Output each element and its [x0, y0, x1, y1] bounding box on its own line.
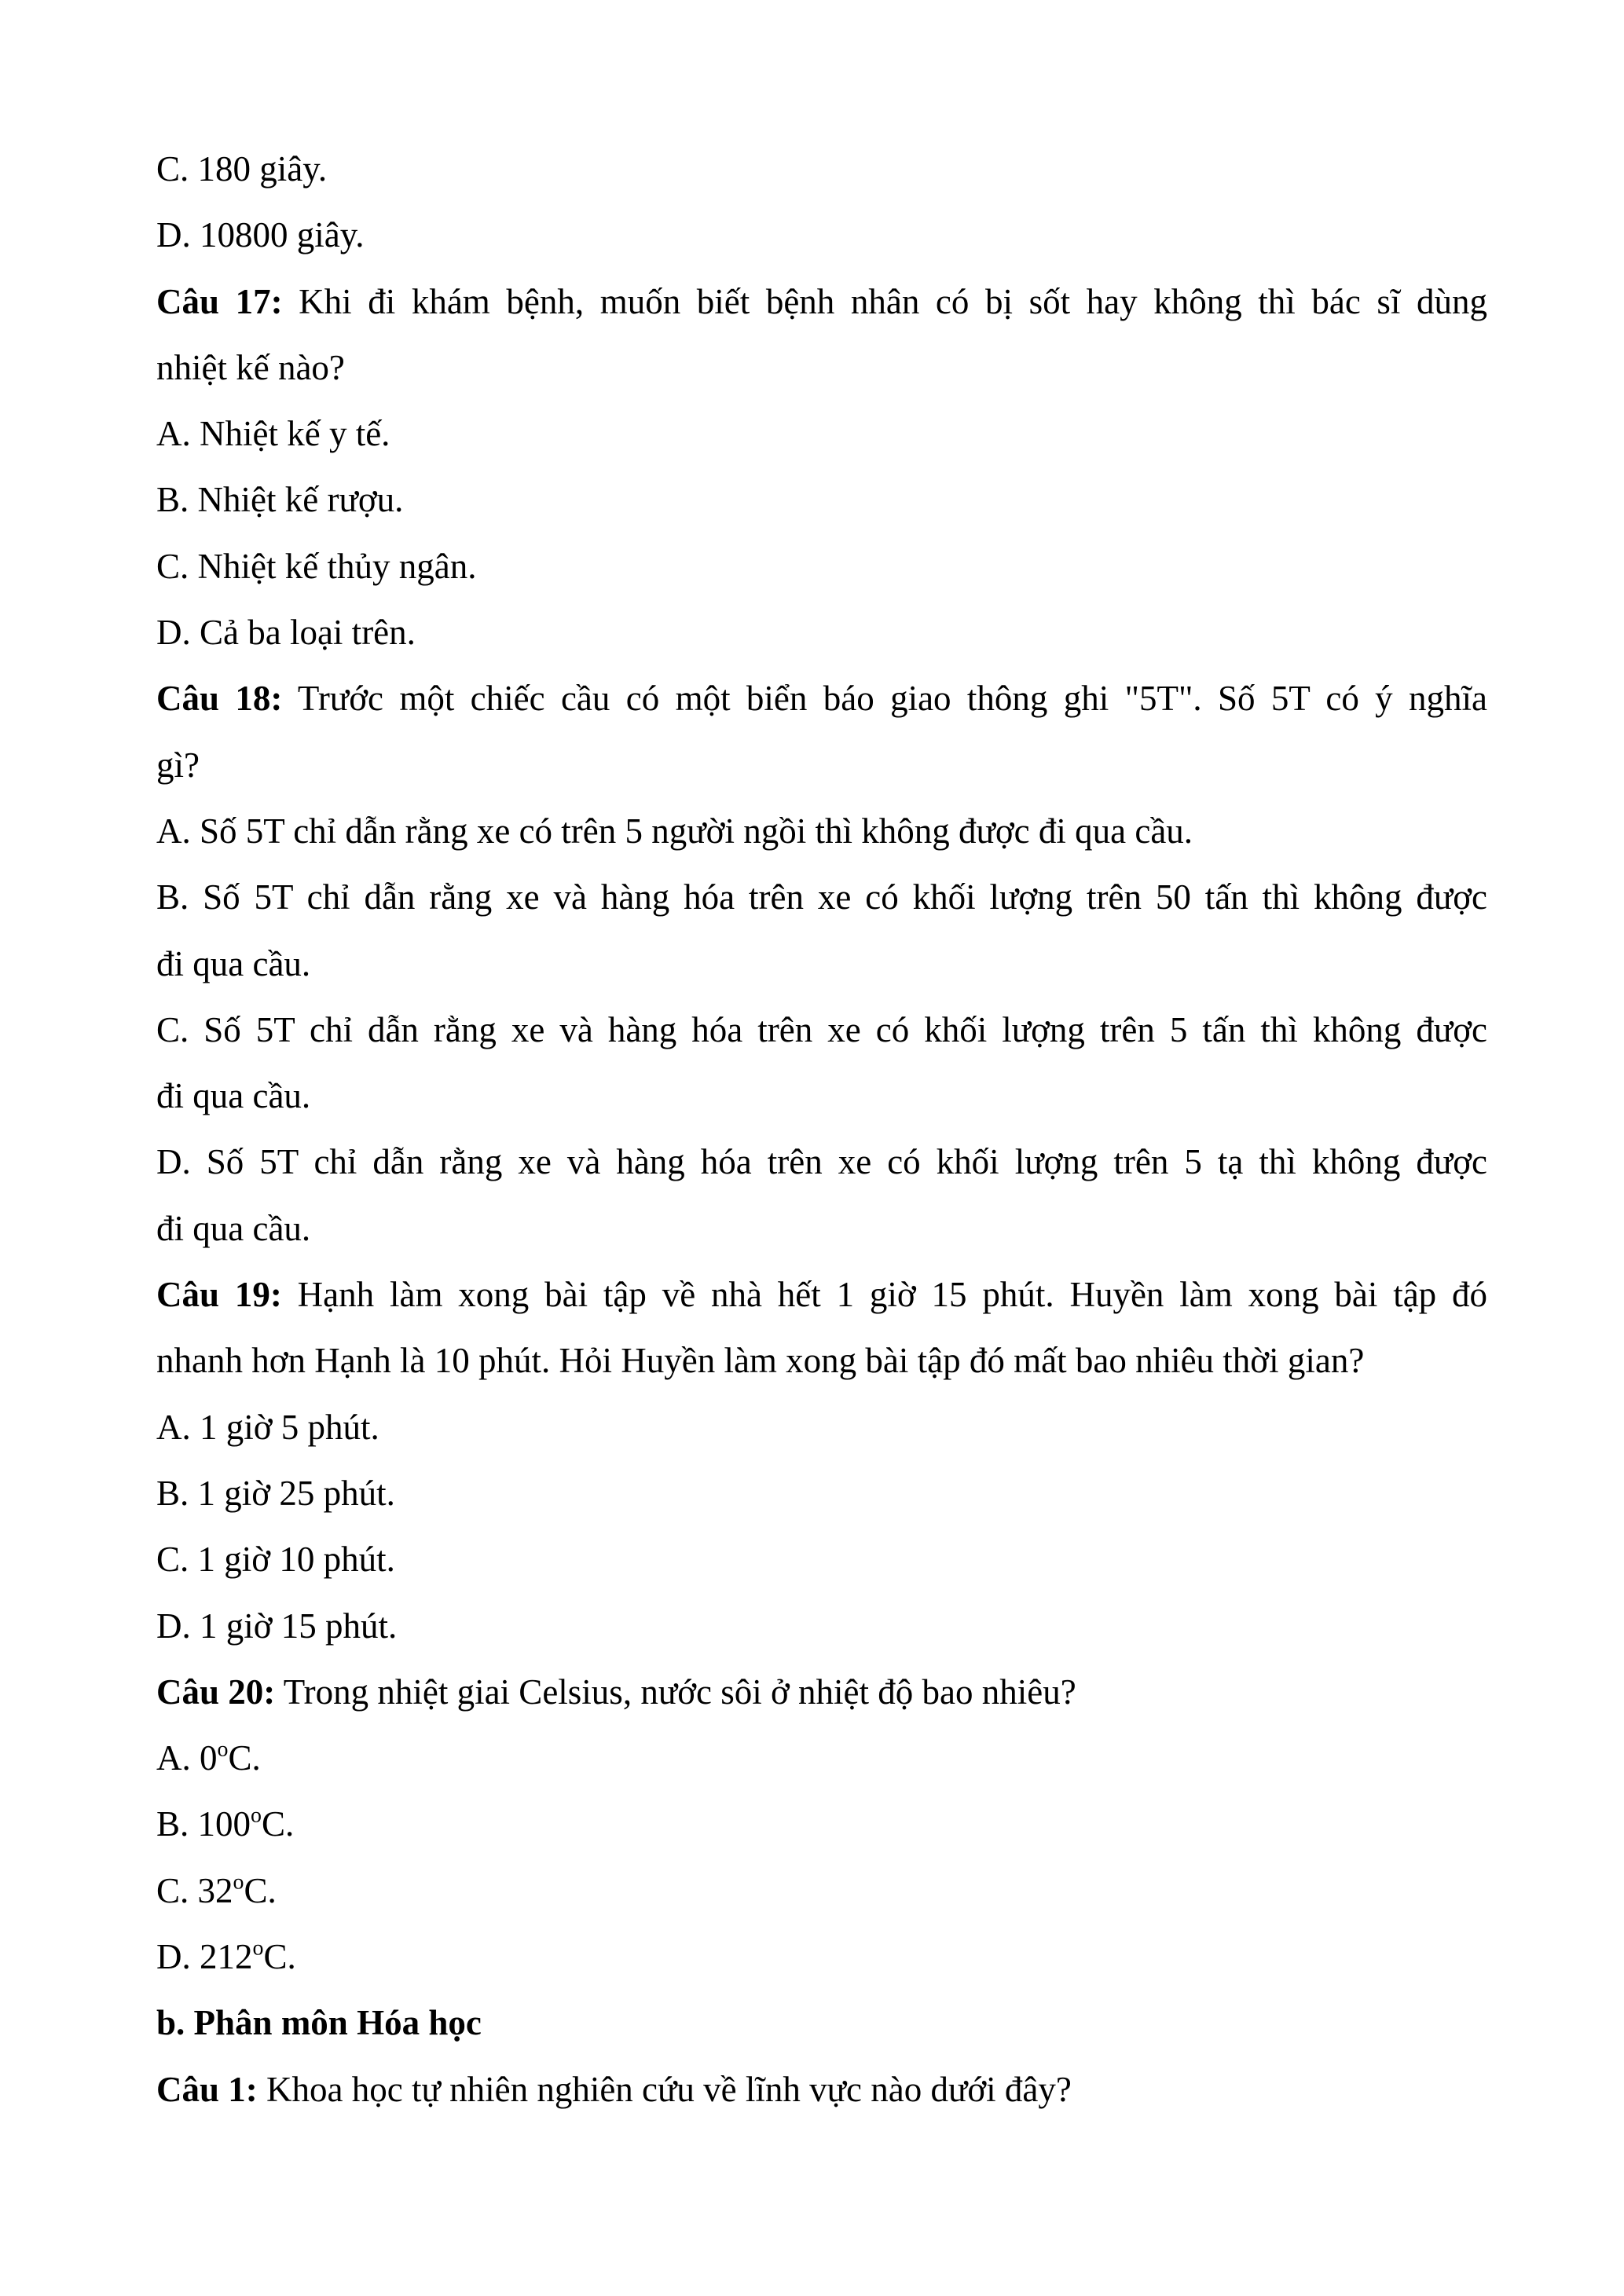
degree-mark: o [251, 1803, 262, 1829]
q19-label: Câu 19: [156, 1275, 282, 1315]
q16-option-c: C. 180 giây. [156, 149, 328, 189]
q20-option-d: D. 212$^o$C. [156, 1935, 296, 1977]
q17-option-d: D. Cả ba loại trên. [156, 613, 416, 653]
q20-option-c: C. 32$^o$C. [156, 1869, 277, 1910]
q20-option-b: B. 100$^o$C. [156, 1803, 295, 1844]
q19-text: Hạnh làm xong bài tập về nhà hết 1 giờ 15 phút. Huyền làm xong bài tập đó [281, 1275, 1487, 1315]
q19-option-b: B. 1 giờ 25 phút. [156, 1473, 395, 1513]
q19-option-d: D. 1 giờ 15 phút. [156, 1606, 398, 1646]
q17-question-line-1 [156, 281, 1487, 350]
q17-option-c: C. Nhiệt kế thủy ngân. [156, 546, 477, 586]
section-heading-chemistry: b. Phân môn Hóa học [156, 2003, 482, 2043]
chem-q1-label: Câu 1: [156, 2069, 258, 2109]
q17-question-line-2: nhiệt kế nào? [156, 347, 345, 387]
q17-option-a: A. Nhiệt kế y tế. [156, 414, 390, 454]
q18-option-c-line-2: đi qua cầu. [156, 1076, 311, 1116]
q18-option-d-line-1: D. Số 5T chỉ dẫn rằng xe và hàng hóa trên xe có khối lượng trên 5 tạ thì không được [156, 1142, 1487, 1182]
document-page [156, 151, 1487, 2137]
degree-mark: o [252, 1935, 264, 1961]
q19-option-a: A. 1 giờ 5 phút. [156, 1407, 379, 1447]
q18-label: Câu 18: [156, 679, 283, 719]
q16-option-d: D. 10800 giây. [156, 215, 365, 255]
q20-question [156, 1674, 1487, 1740]
chem-q1-question [156, 2071, 1487, 2137]
q18-option-b-line-2: đi qua cầu. [156, 943, 311, 983]
q20-label: Câu 20: [156, 1672, 276, 1712]
q20-text: Trong nhiệt giai Celsius, nước sôi ở nhiệt độ bao nhiêu? [275, 1672, 1076, 1712]
q18-option-a: A. Số 5T chỉ dẫn rằng xe có trên 5 người ngồi thì không được đi qua cầu. [156, 811, 1193, 851]
q18-option-c-line-1: C. Số 5T chỉ dẫn rằng xe và hàng hóa trên xe có khối lượng trên 5 tấn thì không được [156, 1009, 1487, 1049]
q17-option-b: B. Nhiệt kế rượu. [156, 480, 404, 520]
q17-text: Khi đi khám bệnh, muốn biết bệnh nhân có bị sốt hay không thì bác sĩ dùng [282, 281, 1487, 321]
q19-question-line-2: nhanh hơn Hạnh là 10 phút. Hỏi Huyền làm xong bài tập đó mất bao nhiêu thời gian? [156, 1341, 1365, 1381]
degree-mark: o [233, 1869, 244, 1895]
q18-option-b-line-1: B. Số 5T chỉ dẫn rằng xe và hàng hóa trên xe có khối lượng trên 50 tấn thì không được [156, 877, 1487, 917]
q19-option-c: C. 1 giờ 10 phút. [156, 1540, 395, 1580]
q20-option-a: A. 0$^o$C. [156, 1737, 261, 1778]
q18-option-d-line-2: đi qua cầu. [156, 1208, 311, 1248]
degree-mark: o [217, 1737, 229, 1762]
q18-text: Trước một chiếc cầu có một biển báo giao thông ghi "5T". Số 5T có ý nghĩa [282, 679, 1487, 719]
q17-label: Câu 17: [156, 281, 283, 321]
chem-q1-text: Khoa học tự nhiên nghiên cứu về lĩnh vực nào dưới đây? [257, 2069, 1072, 2109]
q18-question-line-2: gì? [156, 745, 200, 785]
q18-question-line-1 [156, 680, 1487, 746]
q19-question-line-1 [156, 1276, 1487, 1342]
